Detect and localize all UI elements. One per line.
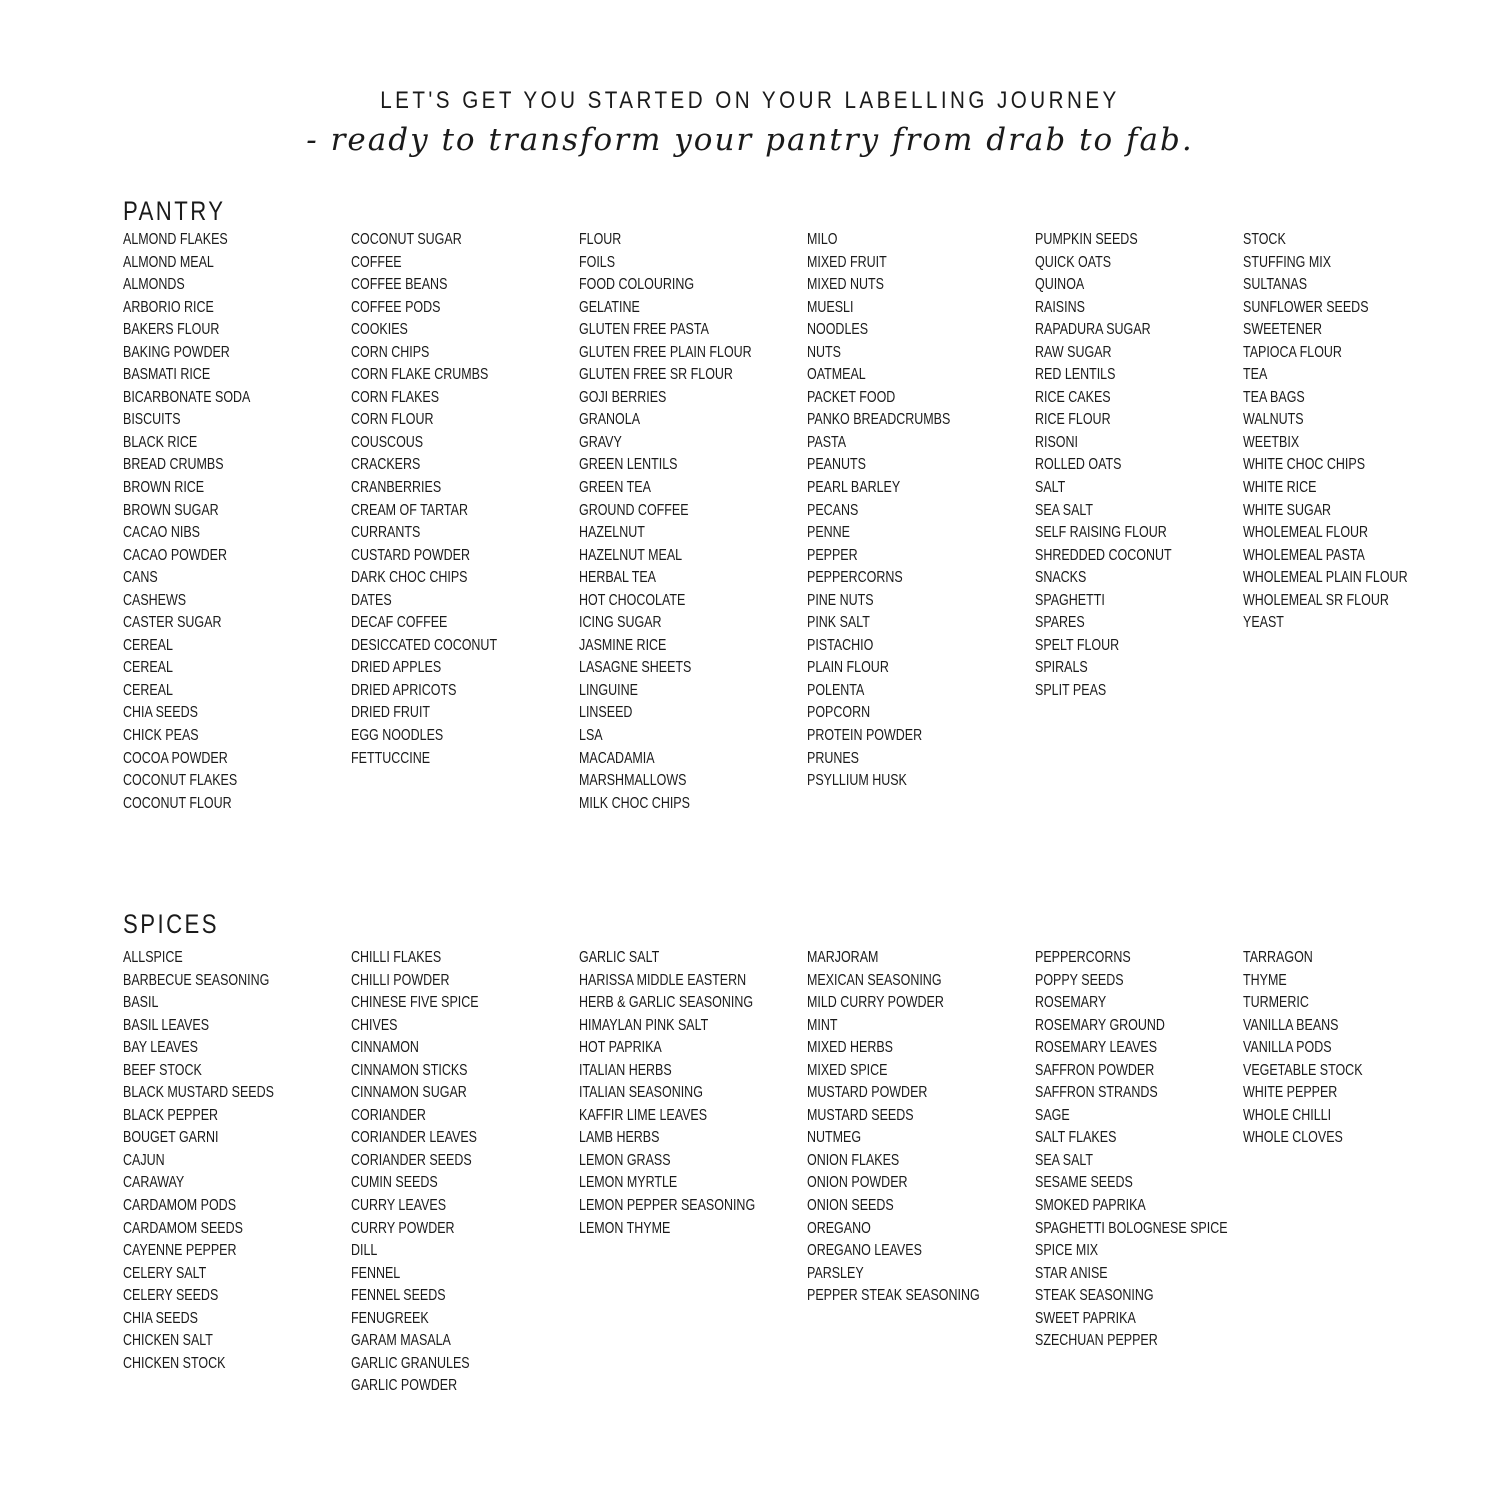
list-item: POPCORN	[807, 704, 871, 722]
list-item: SNACKS	[1035, 569, 1087, 587]
list-item: GARLIC SALT	[579, 949, 660, 966]
list-item: MILO	[807, 231, 838, 248]
spices-column-6	[1243, 947, 1471, 1150]
list-item: STOCK	[1243, 231, 1286, 248]
list-item: CRANBERRIES	[351, 479, 442, 497]
pantry-column-6	[1243, 229, 1471, 635]
spices-section-title: SPICES	[123, 909, 219, 939]
spices-column-4	[807, 947, 1035, 1308]
list-item: ICING SUGAR	[579, 614, 662, 632]
list-item: CURRY LEAVES	[351, 1197, 447, 1215]
list-item: DRIED APPLES	[351, 659, 442, 677]
list-item: GELATINE	[579, 298, 640, 316]
list-item: LSA	[579, 727, 603, 745]
pantry-column-3	[579, 229, 807, 815]
list-item: EGG NOODLES	[351, 727, 444, 745]
list-item: BEEF STOCK	[123, 1061, 202, 1079]
list-item: ALMONDS	[123, 276, 185, 294]
list-item: FLOUR	[579, 231, 622, 248]
list-item: CHILLI POWDER	[351, 971, 450, 989]
list-item: SALT FLAKES	[1035, 1129, 1117, 1147]
list-item: CHICKEN SALT	[123, 1332, 213, 1350]
list-item: DESICCATED COCONUT	[351, 636, 498, 654]
list-item: HIMAYLAN PINK SALT	[579, 1016, 709, 1034]
list-item: BAY LEAVES	[123, 1039, 198, 1057]
list-item: ALMOND FLAKES	[123, 231, 228, 248]
list-item: GARAM MASALA	[351, 1332, 451, 1350]
list-item: CHILLI FLAKES	[351, 949, 442, 966]
list-item: HAZELNUT	[579, 524, 645, 542]
list-item: CELERY SEEDS	[123, 1287, 219, 1305]
pantry-column-1	[123, 229, 351, 815]
list-item: BAKING POWDER	[123, 343, 230, 361]
list-item: ALLSPICE	[123, 949, 183, 966]
list-item: WHOLEMEAL FLOUR	[1243, 524, 1369, 542]
list-item: BISCUITS	[123, 411, 181, 429]
list-item: DECAF COFFEE	[351, 614, 448, 632]
list-item: CUSTARD POWDER	[351, 546, 471, 564]
list-item: SAFFRON STRANDS	[1035, 1084, 1158, 1102]
list-item: KAFFIR LIME LEAVES	[579, 1106, 708, 1124]
list-item: GARLIC GRANULES	[351, 1354, 470, 1372]
list-item: WEETBIX	[1243, 433, 1300, 451]
list-item: CEREAL	[123, 636, 173, 654]
list-item: SPAGHETTI	[1035, 591, 1105, 609]
list-item: HERBAL TEA	[579, 569, 656, 587]
list-item: TEA BAGS	[1243, 388, 1305, 406]
list-item: SWEETENER	[1243, 321, 1323, 339]
list-item: NUTMEG	[807, 1129, 862, 1147]
list-item: COFFEE PODS	[351, 298, 441, 316]
list-item: CORN CHIPS	[351, 343, 430, 361]
list-item: PARSLEY	[807, 1264, 864, 1282]
list-item: MUSTARD POWDER	[807, 1084, 928, 1102]
list-item: TURMERIC	[1243, 994, 1309, 1012]
list-item: VEGETABLE STOCK	[1243, 1061, 1363, 1079]
list-item: COCONUT FLOUR	[123, 794, 232, 812]
list-item: DRIED FRUIT	[351, 704, 431, 722]
list-item: COUSCOUS	[351, 433, 424, 451]
list-item: BLACK RICE	[123, 433, 198, 451]
list-item: MARSHMALLOWS	[579, 772, 687, 790]
list-item: NUTS	[807, 343, 841, 361]
pantry-section-title: PANTRY	[123, 196, 226, 226]
list-item: SPICE MIX	[1035, 1242, 1099, 1260]
list-item: RED LENTILS	[1035, 366, 1116, 384]
list-item: HERB & GARLIC SEASONING	[579, 994, 754, 1012]
list-item: NOODLES	[807, 321, 869, 339]
list-item: GRANOLA	[579, 411, 641, 429]
list-item: PEARL BARLEY	[807, 479, 901, 497]
pantry-column-2	[351, 229, 579, 770]
list-item: BARBECUE SEASONING	[123, 971, 270, 989]
list-item: SWEET PAPRIKA	[1035, 1309, 1136, 1327]
list-item: CASTER SUGAR	[123, 614, 222, 632]
page-header	[0, 84, 1500, 160]
list-item: CEREAL	[123, 659, 173, 677]
list-item: PINK SALT	[807, 614, 870, 632]
list-item: PEANUTS	[807, 456, 866, 474]
list-item: VANILLA BEANS	[1243, 1016, 1339, 1034]
list-item: YEAST	[1243, 614, 1284, 632]
list-item: CREAM OF TARTAR	[351, 501, 468, 519]
spices-column-2	[351, 947, 579, 1398]
list-item: WHITE PEPPER	[1243, 1084, 1338, 1102]
list-item: CAYENNE PEPPER	[123, 1242, 237, 1260]
spices-column-1	[123, 947, 351, 1375]
list-item: GROUND COFFEE	[579, 501, 689, 519]
list-item: BROWN SUGAR	[123, 501, 219, 519]
list-item: SEA SALT	[1035, 501, 1094, 519]
list-item: JASMINE RICE	[579, 636, 667, 654]
list-item: MILD CURRY POWDER	[807, 994, 944, 1012]
list-item: ALMOND MEAL	[123, 253, 214, 271]
list-item: FOILS	[579, 253, 616, 271]
list-item: SPIRALS	[1035, 659, 1088, 677]
list-item: GARLIC POWDER	[351, 1377, 458, 1395]
list-item: RICE CAKES	[1035, 388, 1111, 406]
list-item: ITALIAN HERBS	[579, 1061, 672, 1079]
list-item: CARDAMOM SEEDS	[123, 1219, 243, 1237]
list-item: MIXED FRUIT	[807, 253, 887, 271]
list-item: BASIL LEAVES	[123, 1016, 210, 1034]
list-item: BREAD CRUMBS	[123, 456, 224, 474]
list-item: WHITE RICE	[1243, 479, 1317, 497]
spices-column-3	[579, 947, 807, 1240]
list-item: CHIA SEEDS	[123, 1309, 198, 1327]
list-item: ONION POWDER	[807, 1174, 908, 1192]
list-item: ARBORIO RICE	[123, 298, 214, 316]
list-item: MIXED SPICE	[807, 1061, 888, 1079]
list-item: GREEN TEA	[579, 479, 651, 497]
list-item: BICARBONATE SODA	[123, 388, 251, 406]
list-item: PISTACHIO	[807, 636, 874, 654]
list-item: COOKIES	[351, 321, 408, 339]
list-item: CARAWAY	[123, 1174, 185, 1192]
list-item: GLUTEN FREE PASTA	[579, 321, 709, 339]
list-item: STAR ANISE	[1035, 1264, 1108, 1282]
list-item: ROLLED OATS	[1035, 456, 1122, 474]
list-item: PINE NUTS	[807, 591, 874, 609]
list-item: GREEN LENTILS	[579, 456, 678, 474]
list-item: STUFFING MIX	[1243, 253, 1332, 271]
list-item: SEA SALT	[1035, 1151, 1094, 1169]
list-item: CINNAMON	[351, 1039, 419, 1057]
list-item: FETTUCCINE	[351, 749, 431, 767]
list-item: SELF RAISING FLOUR	[1035, 524, 1167, 542]
list-item: VANILLA PODS	[1243, 1039, 1332, 1057]
list-item: OATMEAL	[807, 366, 866, 384]
list-item: TARRAGON	[1243, 949, 1313, 966]
list-item: COCONUT FLAKES	[123, 772, 238, 790]
list-item: MUESLI	[807, 298, 854, 316]
list-item: CHIA SEEDS	[123, 704, 198, 722]
list-item: PEPPER	[807, 546, 858, 564]
list-item: CACAO POWDER	[123, 546, 228, 564]
list-item: PACKET FOOD	[807, 388, 896, 406]
list-item: MILK CHOC CHIPS	[579, 794, 690, 812]
list-item: CORN FLOUR	[351, 411, 434, 429]
list-item: THYME	[1243, 971, 1287, 989]
list-item: ROSEMARY	[1035, 994, 1107, 1012]
list-item: SPARES	[1035, 614, 1085, 632]
list-item: WHITE CHOC CHIPS	[1243, 456, 1366, 474]
list-item: BAKERS FLOUR	[123, 321, 220, 339]
list-item: ONION FLAKES	[807, 1151, 900, 1169]
list-item: FENUGREEK	[351, 1309, 429, 1327]
list-item: PECANS	[807, 501, 859, 519]
list-item: MINT	[807, 1016, 838, 1034]
list-item: CANS	[123, 569, 158, 587]
list-item: STEAK SEASONING	[1035, 1287, 1154, 1305]
list-item: COCOA POWDER	[123, 749, 228, 767]
list-item: LEMON GRASS	[579, 1151, 671, 1169]
list-item: LAMB HERBS	[579, 1129, 660, 1147]
list-item: RISONI	[1035, 433, 1078, 451]
list-item: SZECHUAN PEPPER	[1035, 1332, 1158, 1350]
list-item: LINGUINE	[579, 681, 638, 699]
list-item: DILL	[351, 1242, 378, 1260]
list-item: CARDAMOM PODS	[123, 1197, 237, 1215]
list-item: WHITE SUGAR	[1243, 501, 1332, 519]
list-item: LEMON THYME	[579, 1219, 671, 1237]
list-item: SULTANAS	[1243, 276, 1308, 294]
list-item: MIXED NUTS	[807, 276, 884, 294]
list-item: PEPPERCORNS	[1035, 949, 1131, 966]
list-item: QUINOA	[1035, 276, 1085, 294]
list-item: SHREDDED COCONUT	[1035, 546, 1172, 564]
list-item: FENNEL SEEDS	[351, 1287, 446, 1305]
list-item: GLUTEN FREE PLAIN FLOUR	[579, 343, 752, 361]
list-item: WHOLEMEAL PASTA	[1243, 546, 1365, 564]
list-item: DATES	[351, 591, 392, 609]
list-item: SPELT FLOUR	[1035, 636, 1120, 654]
list-item: PLAIN FLOUR	[807, 659, 889, 677]
list-item: CELERY SALT	[123, 1264, 207, 1282]
list-item: TEA	[1243, 366, 1268, 384]
list-item: ONION SEEDS	[807, 1197, 894, 1215]
list-item: PEPPER STEAK SEASONING	[807, 1287, 980, 1305]
list-item: SAGE	[1035, 1106, 1070, 1124]
list-item: CORN FLAKE CRUMBS	[351, 366, 489, 384]
list-item: RAW SUGAR	[1035, 343, 1112, 361]
list-item: PASTA	[807, 433, 847, 451]
list-item: CINNAMON STICKS	[351, 1061, 468, 1079]
list-item: FOOD COLOURING	[579, 276, 695, 294]
list-item: CORIANDER	[351, 1106, 426, 1124]
list-item: ROSEMARY GROUND	[1035, 1016, 1165, 1034]
list-item: MUSTARD SEEDS	[807, 1106, 914, 1124]
list-item: PEPPERCORNS	[807, 569, 903, 587]
list-item: SUNFLOWER SEEDS	[1243, 298, 1369, 316]
list-item: BASIL	[123, 994, 159, 1012]
list-item: GOJI BERRIES	[579, 388, 667, 406]
spices-column-5	[1035, 947, 1263, 1353]
list-item: WHOLEMEAL PLAIN FLOUR	[1243, 569, 1408, 587]
list-item: CUMIN SEEDS	[351, 1174, 438, 1192]
list-item: GLUTEN FREE SR FLOUR	[579, 366, 733, 384]
list-item: PSYLLIUM HUSK	[807, 772, 907, 790]
list-item: PANKO BREADCRUMBS	[807, 411, 951, 429]
list-item: LINSEED	[579, 704, 633, 722]
list-item: QUICK OATS	[1035, 253, 1112, 271]
list-item: BASMATI RICE	[123, 366, 211, 384]
list-item: POPPY SEEDS	[1035, 971, 1124, 989]
list-item: CINNAMON SUGAR	[351, 1084, 467, 1102]
list-item: POLENTA	[807, 681, 865, 699]
list-item: ROSEMARY LEAVES	[1035, 1039, 1158, 1057]
list-item: BROWN RICE	[123, 479, 205, 497]
list-item: BLACK MUSTARD SEEDS	[123, 1084, 274, 1102]
list-item: HARISSA MIDDLE EASTERN	[579, 971, 747, 989]
list-item: CHIVES	[351, 1016, 398, 1034]
list-item: COFFEE BEANS	[351, 276, 448, 294]
headline: LET'S GET YOU STARTED ON YOUR LABELLING JOURNEY	[380, 87, 1120, 114]
list-item: LASAGNE SHEETS	[579, 659, 692, 677]
list-item: SALT	[1035, 479, 1066, 497]
tagline: - ready to transform your pantry from drab to fab.	[306, 122, 1194, 158]
list-item: WHOLEMEAL SR FLOUR	[1243, 591, 1389, 609]
list-item: MIXED HERBS	[807, 1039, 893, 1057]
list-item: HAZELNUT MEAL	[579, 546, 683, 564]
list-item: TAPIOCA FLOUR	[1243, 343, 1342, 361]
list-item: BOUGET GARNI	[123, 1129, 219, 1147]
list-item: CURRANTS	[351, 524, 421, 542]
list-item: WHOLE CLOVES	[1243, 1129, 1343, 1147]
list-item: GRAVY	[579, 433, 622, 451]
list-item: DARK CHOC CHIPS	[351, 569, 468, 587]
list-item: CEREAL	[123, 681, 173, 699]
list-item: CHINESE FIVE SPICE	[351, 994, 479, 1012]
list-item: CRACKERS	[351, 456, 421, 474]
list-item: HOT PAPRIKA	[579, 1039, 662, 1057]
list-item: OREGANO	[807, 1219, 871, 1237]
list-item: COCONUT SUGAR	[351, 231, 462, 248]
list-item: SPLIT PEAS	[1035, 681, 1107, 699]
list-item: CHICKEN STOCK	[123, 1354, 226, 1372]
list-item: RICE FLOUR	[1035, 411, 1111, 429]
list-item: BLACK PEPPER	[123, 1106, 219, 1124]
list-item: FENNEL	[351, 1264, 401, 1282]
list-item: OREGANO LEAVES	[807, 1242, 922, 1260]
list-item: CAJUN	[123, 1151, 165, 1169]
pantry-column-4	[807, 229, 1035, 793]
list-item: CORIANDER LEAVES	[351, 1129, 477, 1147]
list-item: CORIANDER SEEDS	[351, 1151, 472, 1169]
list-item: HOT CHOCOLATE	[579, 591, 686, 609]
list-item: PUMPKIN SEEDS	[1035, 231, 1138, 248]
list-item: CASHEWS	[123, 591, 187, 609]
list-item: ITALIAN SEASONING	[579, 1084, 703, 1102]
list-item: RAISINS	[1035, 298, 1085, 316]
list-item: SAFFRON POWDER	[1035, 1061, 1155, 1079]
list-item: LEMON MYRTLE	[579, 1174, 678, 1192]
list-item: SMOKED PAPRIKA	[1035, 1197, 1146, 1215]
list-item: MARJORAM	[807, 949, 879, 966]
list-item: MEXICAN SEASONING	[807, 971, 942, 989]
list-item: PRUNES	[807, 749, 860, 767]
pantry-column-5	[1035, 229, 1263, 702]
list-item: LEMON PEPPER SEASONING	[579, 1197, 756, 1215]
list-item: PROTEIN POWDER	[807, 727, 923, 745]
list-item: CORN FLAKES	[351, 388, 440, 406]
list-item: CHICK PEAS	[123, 727, 199, 745]
list-item: SPAGHETTI BOLOGNESE SPICE	[1035, 1219, 1228, 1237]
list-item: COFFEE	[351, 253, 402, 271]
list-item: CURRY POWDER	[351, 1219, 455, 1237]
list-item: WALNUTS	[1243, 411, 1304, 429]
list-item: SESAME SEEDS	[1035, 1174, 1133, 1192]
list-item: PENNE	[807, 524, 850, 542]
list-item: MACADAMIA	[579, 749, 655, 767]
list-item: DRIED APRICOTS	[351, 681, 457, 699]
list-item: WHOLE CHILLI	[1243, 1106, 1332, 1124]
list-item: CACAO NIBS	[123, 524, 200, 542]
list-item: RAPADURA SUGAR	[1035, 321, 1151, 339]
